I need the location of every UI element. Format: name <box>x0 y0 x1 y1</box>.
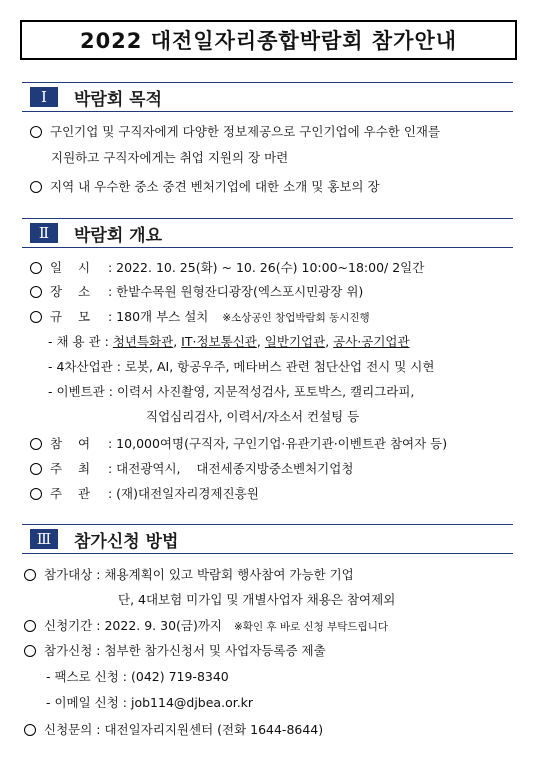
circle-bullet-icon <box>30 262 42 274</box>
circle-bullet-icon <box>30 488 42 500</box>
section-title: 박람회 개요 <box>74 226 163 246</box>
purpose-item-cont: 지원하고 구직자에게는 취업 지원의 장 마련 <box>51 150 289 165</box>
apply-period: 신청기간 : 2022. 9. 30(금)까지 ※확인 후 바로 신청 부탁드립니다 <box>24 618 388 635</box>
apply-target-cont: 단, 4대보험 미가입 및 개별사업자 채용은 참여제외 <box>118 592 396 607</box>
circle-bullet-icon <box>24 620 36 632</box>
overview-event-hall: - 이벤트관 : 이력서 사진촬영, 지문적성검사, 포토박스, 캘리그라피, <box>48 384 415 399</box>
page-title: 2022 대전일자리종합박람회 참가안내 <box>20 20 517 60</box>
section-number: Ⅰ <box>30 87 58 107</box>
circle-bullet-icon <box>30 286 42 298</box>
section-header-overview <box>22 218 513 248</box>
circle-bullet-icon <box>24 724 36 736</box>
section-title: 박람회 목적 <box>74 90 163 110</box>
overview-4th-industry: - 4차산업관 : 로봇, AI, 항공우주, 메타버스 관련 첨단산업 전시 및 시현 <box>48 359 435 374</box>
overview-event-hall-cont: 직업심리검사, 이력서/자소서 컨설팅 등 <box>146 409 360 424</box>
circle-bullet-icon <box>30 311 42 323</box>
apply-method: 참가신청 : 첨부한 참가신청서 및 사업자등록증 제출 <box>24 643 326 659</box>
apply-target: 참가대상 : 채용계획이 있고 박람회 행사참여 가능한 기업 <box>24 567 354 583</box>
circle-bullet-icon <box>30 126 42 138</box>
overview-organizer: 주 관 : (재)대전일자리경제진흥원 <box>30 486 259 502</box>
overview-attend: 참 여 : 10,000여명(구직자, 구인기업·유관기관·이벤트관 참여자 등) <box>30 436 447 452</box>
circle-bullet-icon <box>30 463 42 475</box>
overview-hire-halls: - 채 용 관 : 청년특화관, IT·정보통신관, 일반기업관, 공사·공기업관 <box>48 334 410 349</box>
purpose-item: 구인기업 및 구직자에게 다양한 정보제공으로 구인기업에 우수한 인재를 <box>30 124 440 140</box>
apply-contact: 신청문의 : 대전일자리지원센터 (전화 1644-8644) <box>24 722 323 738</box>
circle-bullet-icon <box>30 438 42 450</box>
section-number: Ⅱ <box>30 223 58 243</box>
section-header-apply <box>22 524 513 554</box>
apply-fax: - 팩스로 신청 : (042) 719-8340 <box>46 669 229 684</box>
section-number: Ⅲ <box>30 529 58 549</box>
apply-email: - 이메일 신청 : job114@djbea.or.kr <box>46 695 254 710</box>
overview-scale: 규 모 : 180개 부스 설치 ※소상공인 창업박람회 동시진행 <box>30 309 370 326</box>
overview-date: 일 시 : 2022. 10. 25(화) ~ 10. 26(수) 10:00~18:00/ 2일간 <box>30 260 424 276</box>
purpose-item: 지역 내 우수한 중소 중견 벤처기업에 대한 소개 및 홍보의 장 <box>30 179 380 195</box>
circle-bullet-icon <box>24 569 36 581</box>
section-header-purpose <box>22 82 513 112</box>
circle-bullet-icon <box>30 181 42 193</box>
circle-bullet-icon <box>24 645 36 657</box>
overview-host: 주 최 : 대전광역시, 대전세종지방중소벤처기업청 <box>30 461 353 477</box>
section-title: 참가신청 방법 <box>74 532 179 552</box>
overview-place: 장 소 : 한밭수목원 원형잔디광장(엑스포시민광장 위) <box>30 284 363 300</box>
